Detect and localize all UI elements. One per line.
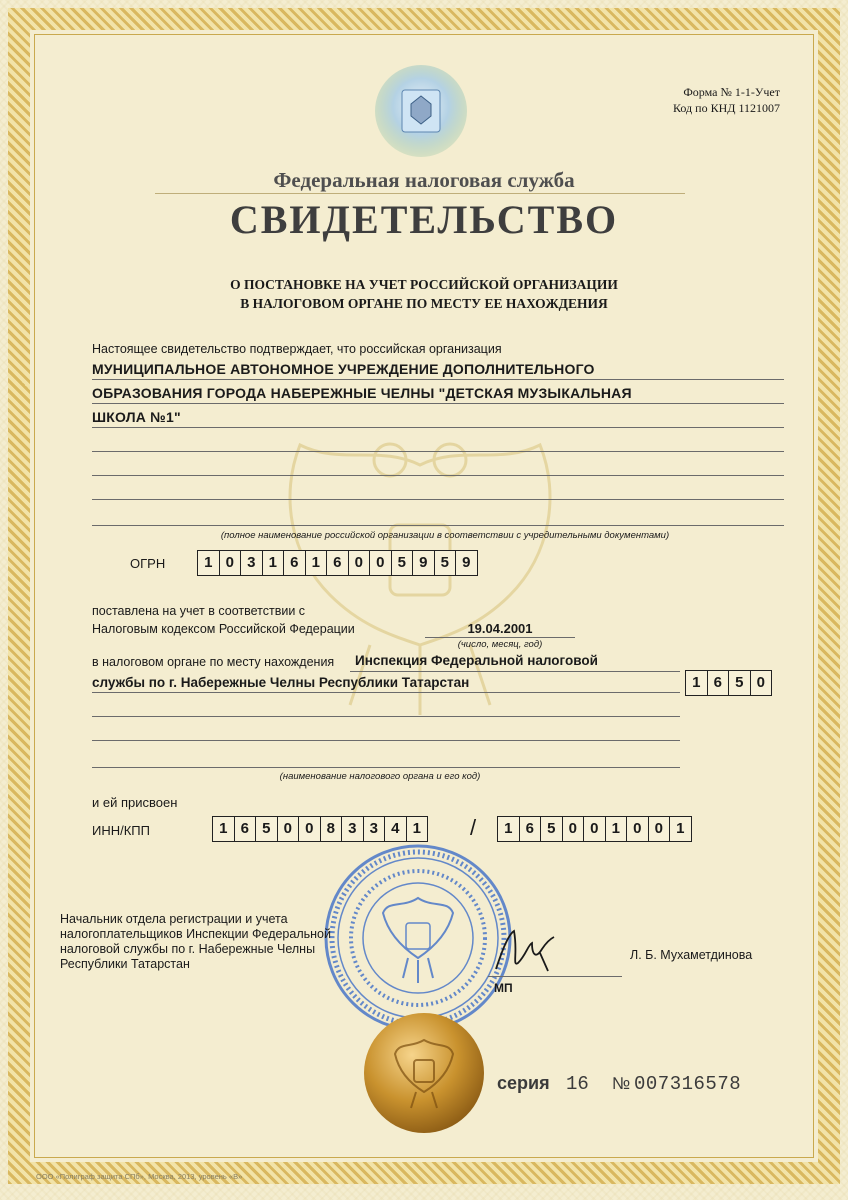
digit-box: 1 xyxy=(606,817,628,841)
digit-box: 1 xyxy=(412,820,421,837)
digit-box: 1 xyxy=(686,671,708,695)
inn-kpp-label: ИНН/КПП xyxy=(92,823,150,838)
digit-box: 0 xyxy=(299,817,321,841)
agency-name: Федеральная налоговая служба xyxy=(273,168,575,192)
office-code-boxes xyxy=(685,670,772,696)
digit-box: 1 xyxy=(213,817,235,841)
digit-box: 6 xyxy=(284,551,306,575)
digit-box: 9 xyxy=(413,551,435,575)
inn-kpp-separator: / xyxy=(470,815,477,840)
office-prefix: в налоговом органе по месту нахождения xyxy=(92,655,335,669)
digit-box: 3 xyxy=(241,551,263,575)
digit-box: 5 xyxy=(729,671,751,695)
org-name-line-2: ОБРАЗОВАНИЯ ГОРОДА НАБЕРЕЖНЫЕ ЧЕЛНЫ "ДЕТСКАЯ МУЗЫКАЛЬНАЯ xyxy=(92,385,632,401)
hologram-emblem-icon xyxy=(372,62,470,160)
digit-box: 6 xyxy=(327,551,349,575)
digit-box: 4 xyxy=(385,817,407,841)
digit-box: 5 xyxy=(256,817,278,841)
signer-position-line-3: налоговой службы по г. Набережные Челны xyxy=(60,942,316,956)
digit-box: 1 xyxy=(198,551,220,575)
number-sign: № xyxy=(612,1074,631,1093)
registration-text-2: Налоговым кодексом Российской Федерации xyxy=(92,622,355,636)
certificate-intro: Настоящее свидетельство подтверждает, что российская организация xyxy=(92,342,502,356)
blank-number: 007316578 xyxy=(634,1073,742,1095)
digit-box: 0 xyxy=(649,817,671,841)
digit-box: 0 xyxy=(627,817,649,841)
digit-box: 0 xyxy=(563,817,585,841)
digit-box: 8 xyxy=(321,817,343,841)
handwritten-signature xyxy=(488,925,568,977)
digit-box: 1 xyxy=(676,820,685,837)
org-name-note: (полное наименование российской организации в соответствии с учредительными документами) xyxy=(220,530,670,541)
assigned-text: и ей присвоен xyxy=(92,795,178,810)
digit-box: 1 xyxy=(263,551,285,575)
subtitle-line-1: О ПОСТАНОВКЕ НА УЧЕТ РОССИЙСКОЙ ОРГАНИЗАЦИИ xyxy=(230,277,618,292)
series-number: 16 xyxy=(566,1073,589,1095)
digit-box: 0 xyxy=(220,551,242,575)
series-label: серия xyxy=(497,1073,550,1093)
digit-box: 0 xyxy=(278,817,300,841)
gold-seal-icon xyxy=(361,1010,487,1136)
document-title: СВИДЕТЕЛЬСТВО xyxy=(229,197,619,242)
signer-name: Л. Б. Мухаметдинова xyxy=(630,948,753,962)
signer-position-line-1: Начальник отдела регистрации и учета xyxy=(60,912,288,926)
knd-code: Код по КНД 1121007 xyxy=(673,101,780,115)
ogrn-boxes xyxy=(197,550,478,576)
signer-position-line-4: Республики Татарстан xyxy=(60,957,190,971)
digit-box: 5 xyxy=(435,551,457,575)
office-line-2: службы по г. Набережные Челны Республики Татарстан xyxy=(92,675,470,690)
registration-date: 19.04.2001 xyxy=(467,621,533,636)
digit-box: 6 xyxy=(235,817,257,841)
digit-box: 0 xyxy=(349,551,371,575)
digit-box: 9 xyxy=(462,554,471,571)
digit-box: 5 xyxy=(392,551,414,575)
signer-position-line-2: налогоплательщиков Инспекции Федеральной xyxy=(60,927,331,941)
ogrn-label: ОГРН xyxy=(130,556,166,571)
digit-box: 0 xyxy=(370,551,392,575)
form-number: Форма № 1-1-Учет xyxy=(683,85,780,99)
org-name-line-3: ШКОЛА №1" xyxy=(92,409,181,425)
subtitle-line-2: В НАЛОГОВОМ ОРГАНЕ ПО МЕСТУ ЕЕ НАХОЖДЕНИЯ xyxy=(240,296,608,311)
date-note: (число, месяц, год) xyxy=(457,639,543,650)
office-line-1: Инспекция Федеральной налоговой xyxy=(355,653,598,668)
agency-underline xyxy=(155,193,685,194)
digit-box: 6 xyxy=(520,817,542,841)
digit-box: 1 xyxy=(498,817,520,841)
org-name-line-1: МУНИЦИПАЛЬНОЕ АВТОНОМНОЕ УЧРЕЖДЕНИЕ ДОПОЛНИТЕЛЬНОГО xyxy=(92,361,595,377)
kpp-boxes xyxy=(497,816,692,842)
digit-box: 0 xyxy=(584,817,606,841)
digit-box: 3 xyxy=(364,817,386,841)
digit-box: 1 xyxy=(306,551,328,575)
printer-info: ООО «Полиграф защита СПб», Москва, 2013, уровень «В» xyxy=(36,1172,243,1181)
digit-box: 0 xyxy=(756,674,765,691)
mp-label: МП xyxy=(494,981,513,995)
digit-box: 6 xyxy=(708,671,730,695)
registration-text-1: поставлена на учет в соответствии с xyxy=(92,604,306,618)
office-note: (наименование налогового органа и его код) xyxy=(279,771,481,782)
digit-box: 5 xyxy=(541,817,563,841)
digit-box: 3 xyxy=(342,817,364,841)
